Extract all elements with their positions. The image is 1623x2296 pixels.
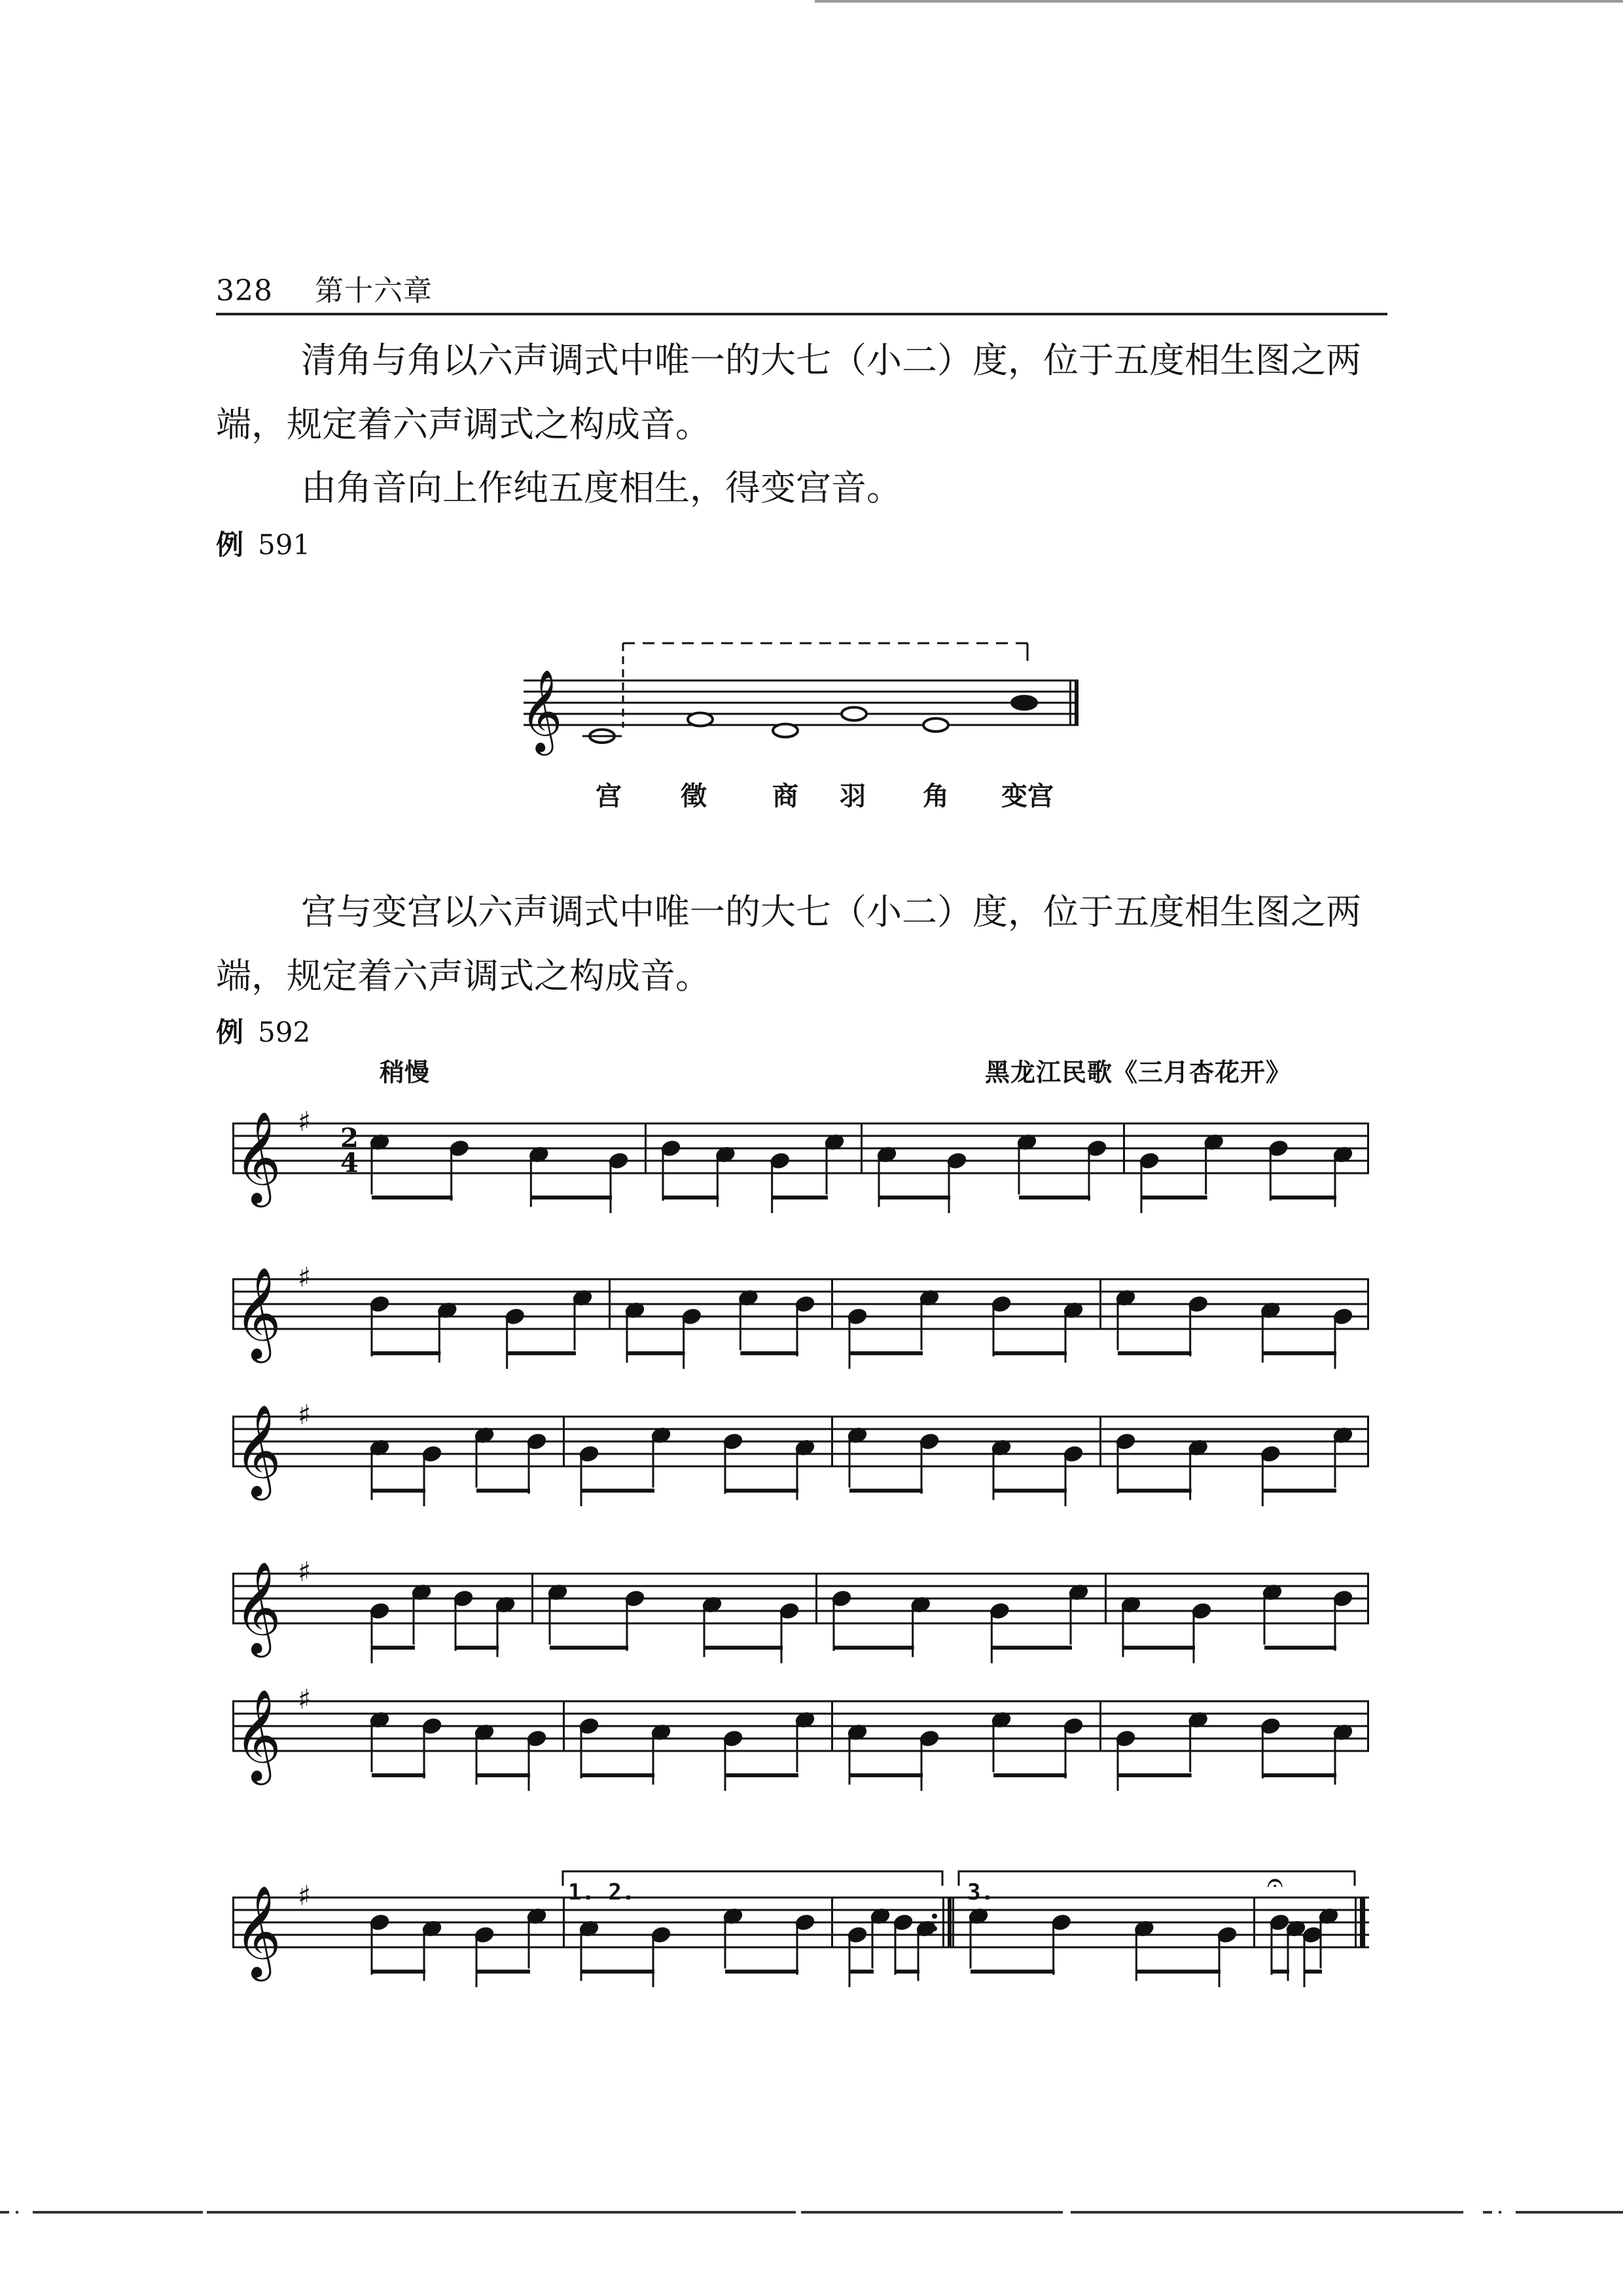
example-592-label: 例 592	[216, 1016, 311, 1048]
time-signature-top: 2	[340, 1123, 359, 1154]
barline	[563, 1701, 565, 1751]
sharp-icon: ♯	[298, 1683, 312, 1716]
beam	[476, 1969, 530, 1973]
beam	[1118, 1351, 1192, 1355]
beam	[1262, 1773, 1336, 1777]
treble-clef-icon: 𝄞	[234, 1688, 281, 1782]
treble-clef-icon: 𝄞	[234, 1404, 281, 1497]
beam	[507, 1351, 576, 1355]
beam	[372, 1195, 453, 1199]
sharp-icon: ♯	[298, 1398, 312, 1431]
volta-first-ending: 1. 2.	[568, 1879, 635, 1905]
beam	[879, 1195, 950, 1199]
barline	[232, 1898, 234, 1947]
beam	[372, 1489, 425, 1492]
barline	[942, 1898, 944, 1947]
treble-clef-icon: 𝄞	[234, 1884, 281, 1978]
barline	[1099, 1417, 1101, 1466]
beam	[1262, 1351, 1336, 1355]
beam	[991, 1646, 1072, 1650]
treble-clef-icon: 𝄞	[234, 1561, 281, 1654]
chapter-title: 第十六章	[314, 274, 433, 308]
note-name-biangong: 变宫	[1001, 781, 1054, 811]
beam	[993, 1773, 1067, 1777]
beam	[1272, 1969, 1289, 1973]
barline	[531, 1574, 533, 1623]
example-591-label: 例 591	[216, 529, 311, 561]
paragraph-3: 宫与变宫以六声调式中唯一的大七（小二）度，位于五度相生图之两端，规定着六声调式之构成音。	[216, 891, 1361, 997]
barline	[232, 1279, 234, 1329]
note-name-zhi: 徵	[681, 781, 707, 811]
barline	[609, 1279, 611, 1329]
barline	[1360, 1898, 1365, 1947]
treble-clef-icon: 𝄞	[234, 1110, 281, 1204]
scale-note	[1012, 696, 1037, 709]
beam	[740, 1351, 798, 1355]
beam	[849, 1969, 874, 1973]
barline	[645, 1123, 647, 1173]
fermata-icon: 𝄐	[1267, 1866, 1283, 1899]
song-source: 黑龙江民歌《三月杏花开》	[985, 1057, 1292, 1087]
beam	[372, 1351, 440, 1355]
barline	[948, 1898, 952, 1947]
barline	[831, 1279, 833, 1329]
repeat-dot	[932, 1914, 937, 1919]
beam	[627, 1351, 685, 1355]
volta-third-ending: 3.	[967, 1879, 994, 1905]
beam	[1118, 1489, 1192, 1492]
beam	[895, 1969, 919, 1973]
barline	[952, 1898, 954, 1947]
paragraph-2: 由角音向上作纯五度相生，得变宫音。	[301, 467, 902, 508]
barline	[815, 1574, 817, 1623]
scale-note	[688, 713, 713, 726]
barline	[831, 1898, 833, 1947]
barline	[1367, 1701, 1369, 1751]
barline	[1367, 1123, 1369, 1173]
barline	[831, 1701, 833, 1751]
beam	[1136, 1969, 1221, 1973]
beam	[1141, 1195, 1207, 1199]
sharp-icon: ♯	[298, 1261, 312, 1294]
volta-bracket-3	[959, 1871, 1355, 1886]
beam	[772, 1195, 828, 1199]
sharp-icon: ♯	[298, 1555, 312, 1588]
barline	[831, 1417, 833, 1466]
beam	[372, 1773, 425, 1777]
paragraph-1: 清角与角以六声调式中唯一的大七（小二）度，位于五度相生图之两端，规定着六声调式之构成音。	[216, 340, 1361, 445]
beam	[531, 1195, 612, 1199]
beam	[476, 1489, 530, 1492]
beam	[725, 1969, 798, 1973]
barline	[232, 1574, 234, 1623]
beam	[704, 1646, 783, 1650]
scale-note	[842, 707, 866, 720]
barline	[1355, 1898, 1357, 1947]
note-name-gong: 宫	[596, 781, 622, 811]
beam	[849, 1351, 923, 1355]
barline	[1367, 1279, 1369, 1329]
beam	[1304, 1969, 1322, 1973]
beam	[1270, 1195, 1336, 1199]
barline	[232, 1417, 234, 1466]
note-name-shang: 商	[772, 781, 798, 811]
scale-note	[923, 718, 948, 732]
barline	[1099, 1279, 1101, 1329]
beam	[1118, 1773, 1192, 1777]
beam	[581, 1969, 654, 1973]
scale-note	[773, 724, 798, 737]
barline	[1099, 1701, 1101, 1751]
beam	[581, 1773, 654, 1777]
beam	[1123, 1646, 1195, 1650]
barline	[232, 1123, 234, 1173]
note-name-yu: 羽	[840, 781, 866, 811]
treble-clef-icon: 𝄞	[520, 669, 563, 752]
barline	[563, 1417, 565, 1466]
beam	[455, 1646, 499, 1650]
beam	[725, 1489, 798, 1492]
beam	[993, 1489, 1067, 1492]
beam	[581, 1489, 654, 1492]
barline	[1105, 1574, 1107, 1623]
barline	[232, 1701, 234, 1751]
note-name-jue: 角	[923, 781, 949, 811]
tempo-marking: 稍慢	[380, 1057, 430, 1087]
beam	[993, 1351, 1067, 1355]
page-number: 328	[216, 274, 273, 308]
barline	[861, 1123, 863, 1173]
time-signature-bottom: 4	[340, 1148, 359, 1179]
beam	[971, 1969, 1055, 1973]
barline	[1367, 1574, 1369, 1623]
beam	[1019, 1195, 1090, 1199]
beam	[1262, 1489, 1336, 1492]
barline	[1075, 680, 1079, 725]
barline	[1069, 680, 1071, 725]
beam	[550, 1646, 628, 1650]
beam	[725, 1773, 798, 1777]
barline	[1123, 1123, 1125, 1173]
barline	[1367, 1417, 1369, 1466]
beam	[663, 1195, 719, 1199]
beam	[476, 1773, 530, 1777]
sharp-icon: ♯	[298, 1105, 312, 1138]
beam	[849, 1773, 923, 1777]
beam	[849, 1489, 923, 1492]
volta-bracket-1	[563, 1871, 942, 1886]
treble-clef-icon: 𝄞	[234, 1266, 281, 1360]
barline	[1253, 1898, 1255, 1947]
beam	[372, 1969, 425, 1973]
bottom-scan-rule	[0, 2210, 1623, 2214]
beam	[834, 1646, 914, 1650]
beam	[372, 1646, 415, 1650]
barline	[563, 1898, 565, 1947]
sharp-icon: ♯	[298, 1879, 312, 1912]
beam	[1264, 1646, 1336, 1650]
